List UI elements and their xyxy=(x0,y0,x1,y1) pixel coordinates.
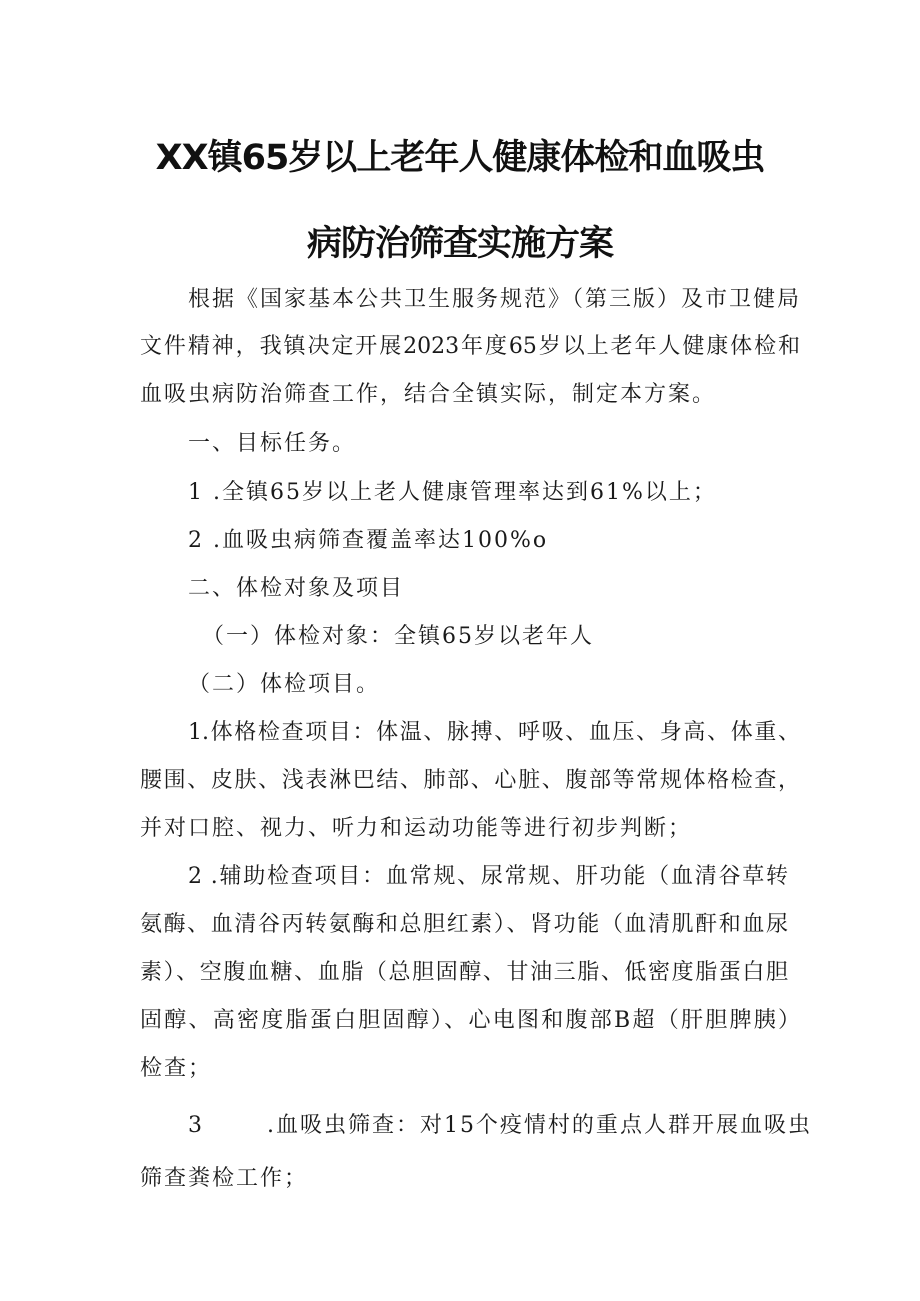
paragraph-intro-line-1: 根据《国家基本公共卫生服务规范》（第三版）及市卫健局 xyxy=(188,287,802,312)
section-heading-exam: 二、体检对象及项目 xyxy=(188,576,405,601)
paragraph-intro-line-3: 血吸虫病防治筛查工作，结合全镇实际，制定本方案。 xyxy=(140,382,717,407)
exam-item-2-line-1: 2 .辅助检查项目：血常规、尿常规、肝功能（血清谷草转 xyxy=(188,864,788,889)
subsection-exam-items: （二）体检项目。 xyxy=(188,672,381,697)
exam-item-1-line-3: 并对口腔、视力、听力和运动功能等进行初步判断； xyxy=(140,816,693,841)
exam-item-1-line-1: 1.体格检查项目：体温、脉搏、呼吸、血压、身高、体重、 xyxy=(188,720,800,745)
exam-item-3-line-1: 3 .血吸虫筛查：对15个疫情村的重点人群开展血吸虫 xyxy=(188,1113,812,1138)
exam-item-2-line-3: 素）、空腹血糖、血脂（总胆固醇、甘油三脂、低密度脂蛋白胆 xyxy=(140,960,788,985)
section-heading-goals: 一、目标任务。 xyxy=(188,431,357,456)
exam-item-2-line-2: 氨酶、血清谷丙转氨酶和总胆红素）、肾功能（血清肌酐和血尿 xyxy=(140,912,788,937)
goal-item-1: 1 .全镇65岁以上老人健康管理率达到61%以上； xyxy=(188,480,717,505)
document-title-line-1: XX镇65岁以上老年人健康体检和血吸虫 xyxy=(155,138,765,178)
paragraph-intro-line-2: 文件精神，我镇决定开展2023年度65岁以上老年人健康体检和 xyxy=(140,334,800,359)
exam-item-1-line-2: 腰围、皮肤、浅表淋巴结、肺部、心脏、腹部等常规体格检查， xyxy=(140,768,800,793)
exam-item-3-line-2: 筛查粪检工作； xyxy=(140,1166,309,1191)
goal-item-2: 2 .血吸虫病筛查覆盖率达100%o xyxy=(188,528,549,553)
exam-item-2-line-4: 固醇、高密度脂蛋白胆固醇）、心电图和腹部B超（肝胆脾胰） xyxy=(140,1008,800,1033)
exam-item-2-line-5: 检查； xyxy=(140,1056,213,1081)
subsection-exam-target: （一）体检对象：全镇65岁以老年人 xyxy=(202,624,594,649)
document-title-line-2: 病防治筛查实施方案 xyxy=(306,224,613,264)
